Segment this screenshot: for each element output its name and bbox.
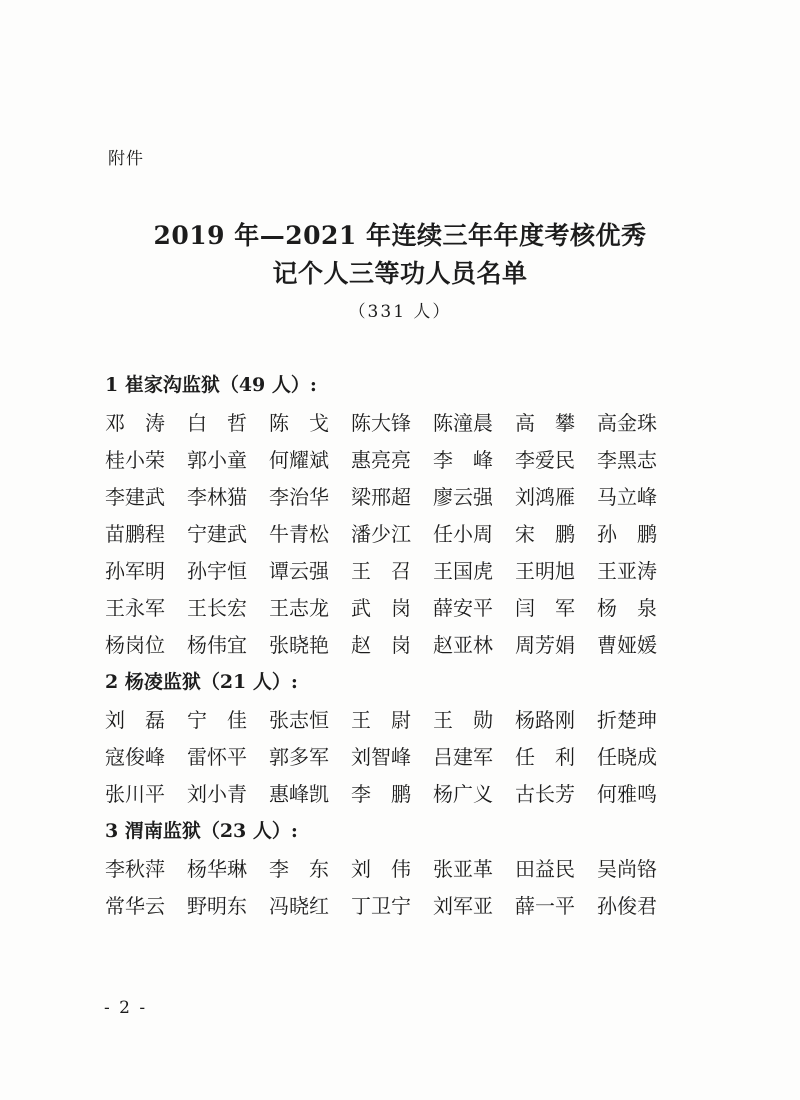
- person-name: 闫军: [515, 596, 595, 620]
- person-name: 苗鹏程: [105, 522, 165, 546]
- name-row: [105, 445, 705, 482]
- name-row: [105, 854, 705, 891]
- person-name: 杨广义: [433, 782, 493, 806]
- person-name: 王尉: [351, 708, 431, 732]
- person-name: 赵岗: [351, 633, 431, 657]
- person-name: 孙鹏: [597, 522, 677, 546]
- person-name: 野明东: [187, 894, 247, 918]
- document-title-line1: 2019 年—2021 年连续三年年度考核优秀: [153, 221, 647, 250]
- person-name: 陈潼晨: [433, 411, 493, 435]
- person-name: 高攀: [515, 411, 595, 435]
- person-name: 王志龙: [269, 596, 329, 620]
- person-name: 潘少江: [351, 522, 411, 546]
- person-name: 王召: [351, 559, 431, 583]
- person-name: 张晓艳: [269, 633, 329, 657]
- person-name: 李治华: [269, 485, 329, 509]
- person-name: 杨华琳: [187, 857, 247, 881]
- person-name: 郭小童: [187, 448, 247, 472]
- person-name: 丁卫宁: [351, 894, 411, 918]
- person-name: 牛青松: [269, 522, 329, 546]
- name-row: [105, 630, 705, 667]
- person-name: 王长宏: [187, 596, 247, 620]
- document-title-line2: 记个人三等功人员名单: [272, 259, 528, 288]
- person-name: 薛一平: [515, 894, 575, 918]
- person-name: 孙军明: [105, 559, 165, 583]
- person-name: 李东: [269, 857, 349, 881]
- person-name: 何雅鸣: [597, 782, 657, 806]
- name-row: [105, 742, 705, 779]
- person-name: 冯晓红: [269, 894, 329, 918]
- person-name: 陈戈: [269, 411, 349, 435]
- person-name: 吕建军: [433, 745, 493, 769]
- person-name: 刘磊: [105, 708, 185, 732]
- attachment-label: 附件: [108, 149, 144, 169]
- group-heading: 3 渭南监狱（23 人）:: [105, 820, 298, 842]
- person-name: 张川平: [105, 782, 165, 806]
- person-name: 雷怀平: [187, 745, 247, 769]
- person-name: 宁佳: [187, 708, 267, 732]
- group-heading: 2 杨凌监狱（21 人）:: [105, 671, 298, 693]
- person-name: 任晓成: [597, 745, 657, 769]
- name-row: [105, 705, 705, 742]
- person-name: 刘伟: [351, 857, 431, 881]
- name-row: [105, 593, 705, 630]
- person-name: 李鹏: [351, 782, 431, 806]
- person-name: 李黑志: [597, 448, 657, 472]
- person-name: 梁邢超: [351, 485, 411, 509]
- person-name: 任利: [515, 745, 595, 769]
- name-list: [105, 370, 705, 928]
- person-name: 杨泉: [597, 596, 677, 620]
- person-name: 李爱民: [515, 448, 575, 472]
- name-row: [105, 519, 705, 556]
- person-name: 高金珠: [597, 411, 657, 435]
- person-name: 孙宇恒: [187, 559, 247, 583]
- person-name: 桂小荣: [105, 448, 165, 472]
- person-name: 杨岗位: [105, 633, 165, 657]
- person-name: 宋鹏: [515, 522, 595, 546]
- person-name: 李林猫: [187, 485, 247, 509]
- person-name: 杨伟宜: [187, 633, 247, 657]
- person-name: 薛安平: [433, 596, 493, 620]
- person-name: 邓涛: [105, 411, 185, 435]
- page-number: - 2 -: [104, 998, 148, 1018]
- person-name: 王永军: [105, 596, 165, 620]
- person-name: 寇俊峰: [105, 745, 165, 769]
- person-name: 王勋: [433, 708, 513, 732]
- person-name: 马立峰: [597, 485, 657, 509]
- person-name: 王明旭: [515, 559, 575, 583]
- person-name: 张亚革: [433, 857, 493, 881]
- person-name: 古长芳: [515, 782, 575, 806]
- person-name: 白哲: [187, 411, 267, 435]
- name-row: [105, 779, 705, 816]
- person-name: 刘军亚: [433, 894, 493, 918]
- person-name: 曹娅媛: [597, 633, 657, 657]
- person-name: 宁建武: [187, 522, 247, 546]
- name-row: [105, 482, 705, 519]
- total-count: （331 人）: [348, 302, 452, 322]
- name-row: [105, 408, 705, 445]
- person-name: 惠亮亮: [351, 448, 411, 472]
- person-name: 李秋萍: [105, 857, 165, 881]
- person-name: 刘智峰: [351, 745, 411, 769]
- person-name: 王国虎: [433, 559, 493, 583]
- person-name: 惠峰凯: [269, 782, 329, 806]
- person-name: 田益民: [515, 857, 575, 881]
- person-name: 武岗: [351, 596, 431, 620]
- name-row: [105, 891, 705, 928]
- person-name: 任小周: [433, 522, 493, 546]
- person-name: 郭多军: [269, 745, 329, 769]
- group-heading: 1 崔家沟监狱（49 人）:: [105, 374, 317, 396]
- person-name: 刘鸿雁: [515, 485, 575, 509]
- person-name: 折楚珅: [597, 708, 657, 732]
- person-name: 孙俊君: [597, 894, 657, 918]
- person-name: 吴尚铬: [597, 857, 657, 881]
- person-name: 张志恒: [269, 708, 329, 732]
- person-name: 赵亚林: [433, 633, 493, 657]
- person-name: 何耀斌: [269, 448, 329, 472]
- name-row: [105, 556, 705, 593]
- person-name: 李峰: [433, 448, 513, 472]
- person-name: 王亚涛: [597, 559, 657, 583]
- person-name: 陈大锋: [351, 411, 411, 435]
- person-name: 李建武: [105, 485, 165, 509]
- person-name: 周芳娟: [515, 633, 575, 657]
- person-name: 常华云: [105, 894, 165, 918]
- person-name: 廖云强: [433, 485, 493, 509]
- person-name: 刘小青: [187, 782, 247, 806]
- person-name: 谭云强: [269, 559, 329, 583]
- person-name: 杨路刚: [515, 708, 575, 732]
